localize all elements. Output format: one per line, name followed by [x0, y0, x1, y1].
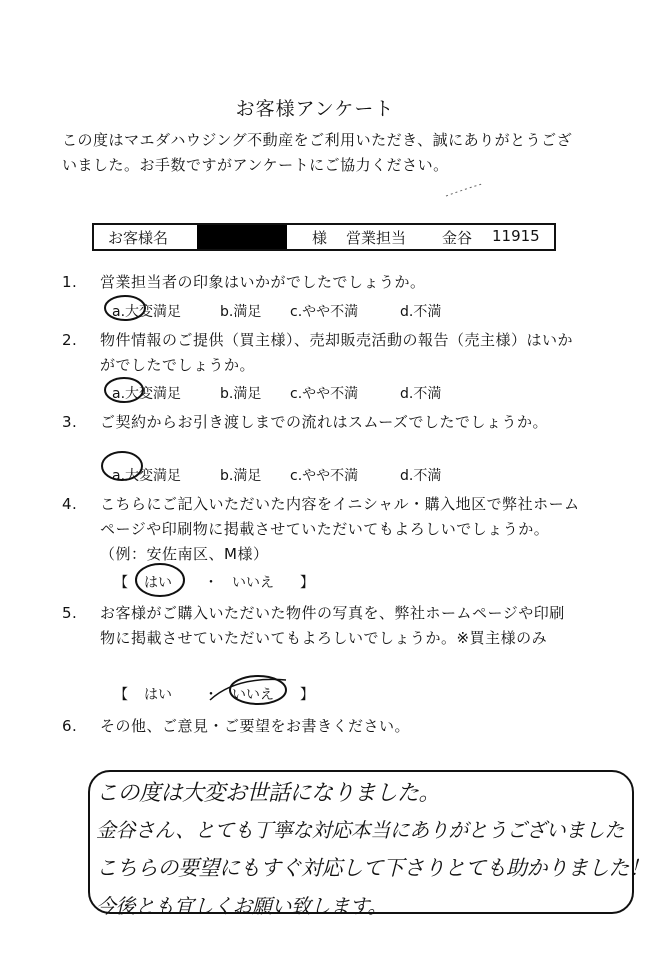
comment-line-4: 今後とも宜しくお願い致します。	[96, 894, 387, 918]
selection-circle	[136, 564, 184, 596]
bracket-open: 【	[114, 575, 128, 591]
selection-circle	[105, 296, 145, 320]
survey-page: お客様アンケート この度はマエダハウジング不動産をご利用いただき、誠にありがとうございました。お手数ですがアンケートにご協力ください。 お客様名 様 営業担当 金谷 11915 1. 営業担当者の印象はいかがでしたでしょうか。 a.大変満足 b.満足 c.やや不満 d.不満 2. 物件情報のご提供（買主様）、売却販売活動の報告（売主様）はいかがでしたでしょうか。 a.大変満足 b.満足 c.やや不満 d.不満 3. ご契約からお引き渡しまでの流れはスムーズでしたでしょうか。 a.大変満足 b.満足 c.やや不満 d.不満 4. こちらにご記入いただいた内容をイニシャル・購入地区で弊社ホームページや印刷物に掲載させていただいてもよろしいでしょうか。（例：安佐南区、M様） 【 はい ・ いいえ 】 5. お客様がご購入いただいた物件の写真を、弊社ホームページや印刷物に掲載させていただいてもよろしいでしょうか。※買主様のみ 【 はい ・ いいえ 】 6. その他、ご意見・ご要望をお書きください。 この度は大変お世話になりました。 金谷さん、とても丁寧な対応本当にありがとうございました こちらの要望にもすぐ対応して下さりとても助かりました！ 今後とも宜しくお願い致します。	[0, 0, 670, 960]
option-d[interactable]: d.不満	[400, 386, 442, 402]
staff-code: 11915	[492, 227, 540, 245]
option-d[interactable]: d.不満	[400, 304, 442, 320]
staff-label: 営業担当	[346, 229, 407, 247]
question-text: お客様がご購入いただいた物件の写真を、弊社ホームページや印刷物に掲載させていただいてもよろしいでしょうか。※買主様のみ	[100, 604, 565, 647]
staff-name: 金谷	[442, 229, 473, 247]
option-c[interactable]: c.やや不満	[290, 304, 359, 320]
honorific: 様	[312, 229, 328, 247]
option-c[interactable]: c.やや不満	[290, 468, 359, 484]
option-yes[interactable]: はい	[144, 575, 172, 591]
option-yes[interactable]: はい	[144, 687, 172, 703]
question-text: こちらにご記入いただいた内容をイニシャル・購入地区で弊社ホームページや印刷物に掲載させていただいてもよろしいでしょうか。（例：安佐南区、M様）	[100, 495, 580, 563]
question-text: ご契約からお引き渡しまでの流れはスムーズでしたでしょうか。	[100, 413, 549, 431]
separator: ・	[204, 575, 218, 591]
option-a[interactable]: a.大変満足	[112, 304, 182, 320]
option-b[interactable]: b.満足	[220, 468, 262, 484]
option-no[interactable]: いいえ	[232, 687, 274, 703]
comment-line-2: 金谷さん、とても丁寧な対応本当にありがとうございました	[96, 818, 624, 842]
intro-text: この度はマエダハウジング不動産をご利用いただき、誠にありがとうございました。お手数ですがアンケートにご協力ください。	[62, 131, 573, 174]
bracket-close: 】	[300, 575, 314, 591]
option-b[interactable]: b.満足	[220, 304, 262, 320]
bracket-close: 】	[300, 687, 314, 703]
separator: ・	[204, 687, 218, 703]
option-no[interactable]: いいえ	[232, 575, 274, 591]
option-b[interactable]: b.満足	[220, 386, 262, 402]
comment-line-1: この度は大変お世話になりました。	[96, 781, 441, 806]
option-d[interactable]: d.不満	[400, 468, 442, 484]
option-c[interactable]: c.やや不満	[290, 386, 359, 402]
question-text: 営業担当者の印象はいかがでしたでしょうか。	[100, 273, 426, 291]
question-text: その他、ご意見・ご要望をお書きください。	[100, 717, 411, 735]
selection-circle	[102, 452, 142, 480]
comment-line-3: こちらの要望にもすぐ対応して下さりとても助かりました！	[96, 856, 650, 880]
customer-label: お客様名	[108, 229, 169, 247]
selection-circle	[105, 378, 143, 402]
option-a[interactable]: a.大変満足	[112, 468, 182, 484]
page-title: お客様アンケート	[235, 98, 395, 120]
bracket-open: 【	[114, 687, 128, 703]
option-a[interactable]: a.大変満足	[112, 386, 182, 402]
question-text: 物件情報のご提供（買主様）、売却販売活動の報告（売主様）はいかがでしたでしょうか。	[100, 331, 574, 374]
